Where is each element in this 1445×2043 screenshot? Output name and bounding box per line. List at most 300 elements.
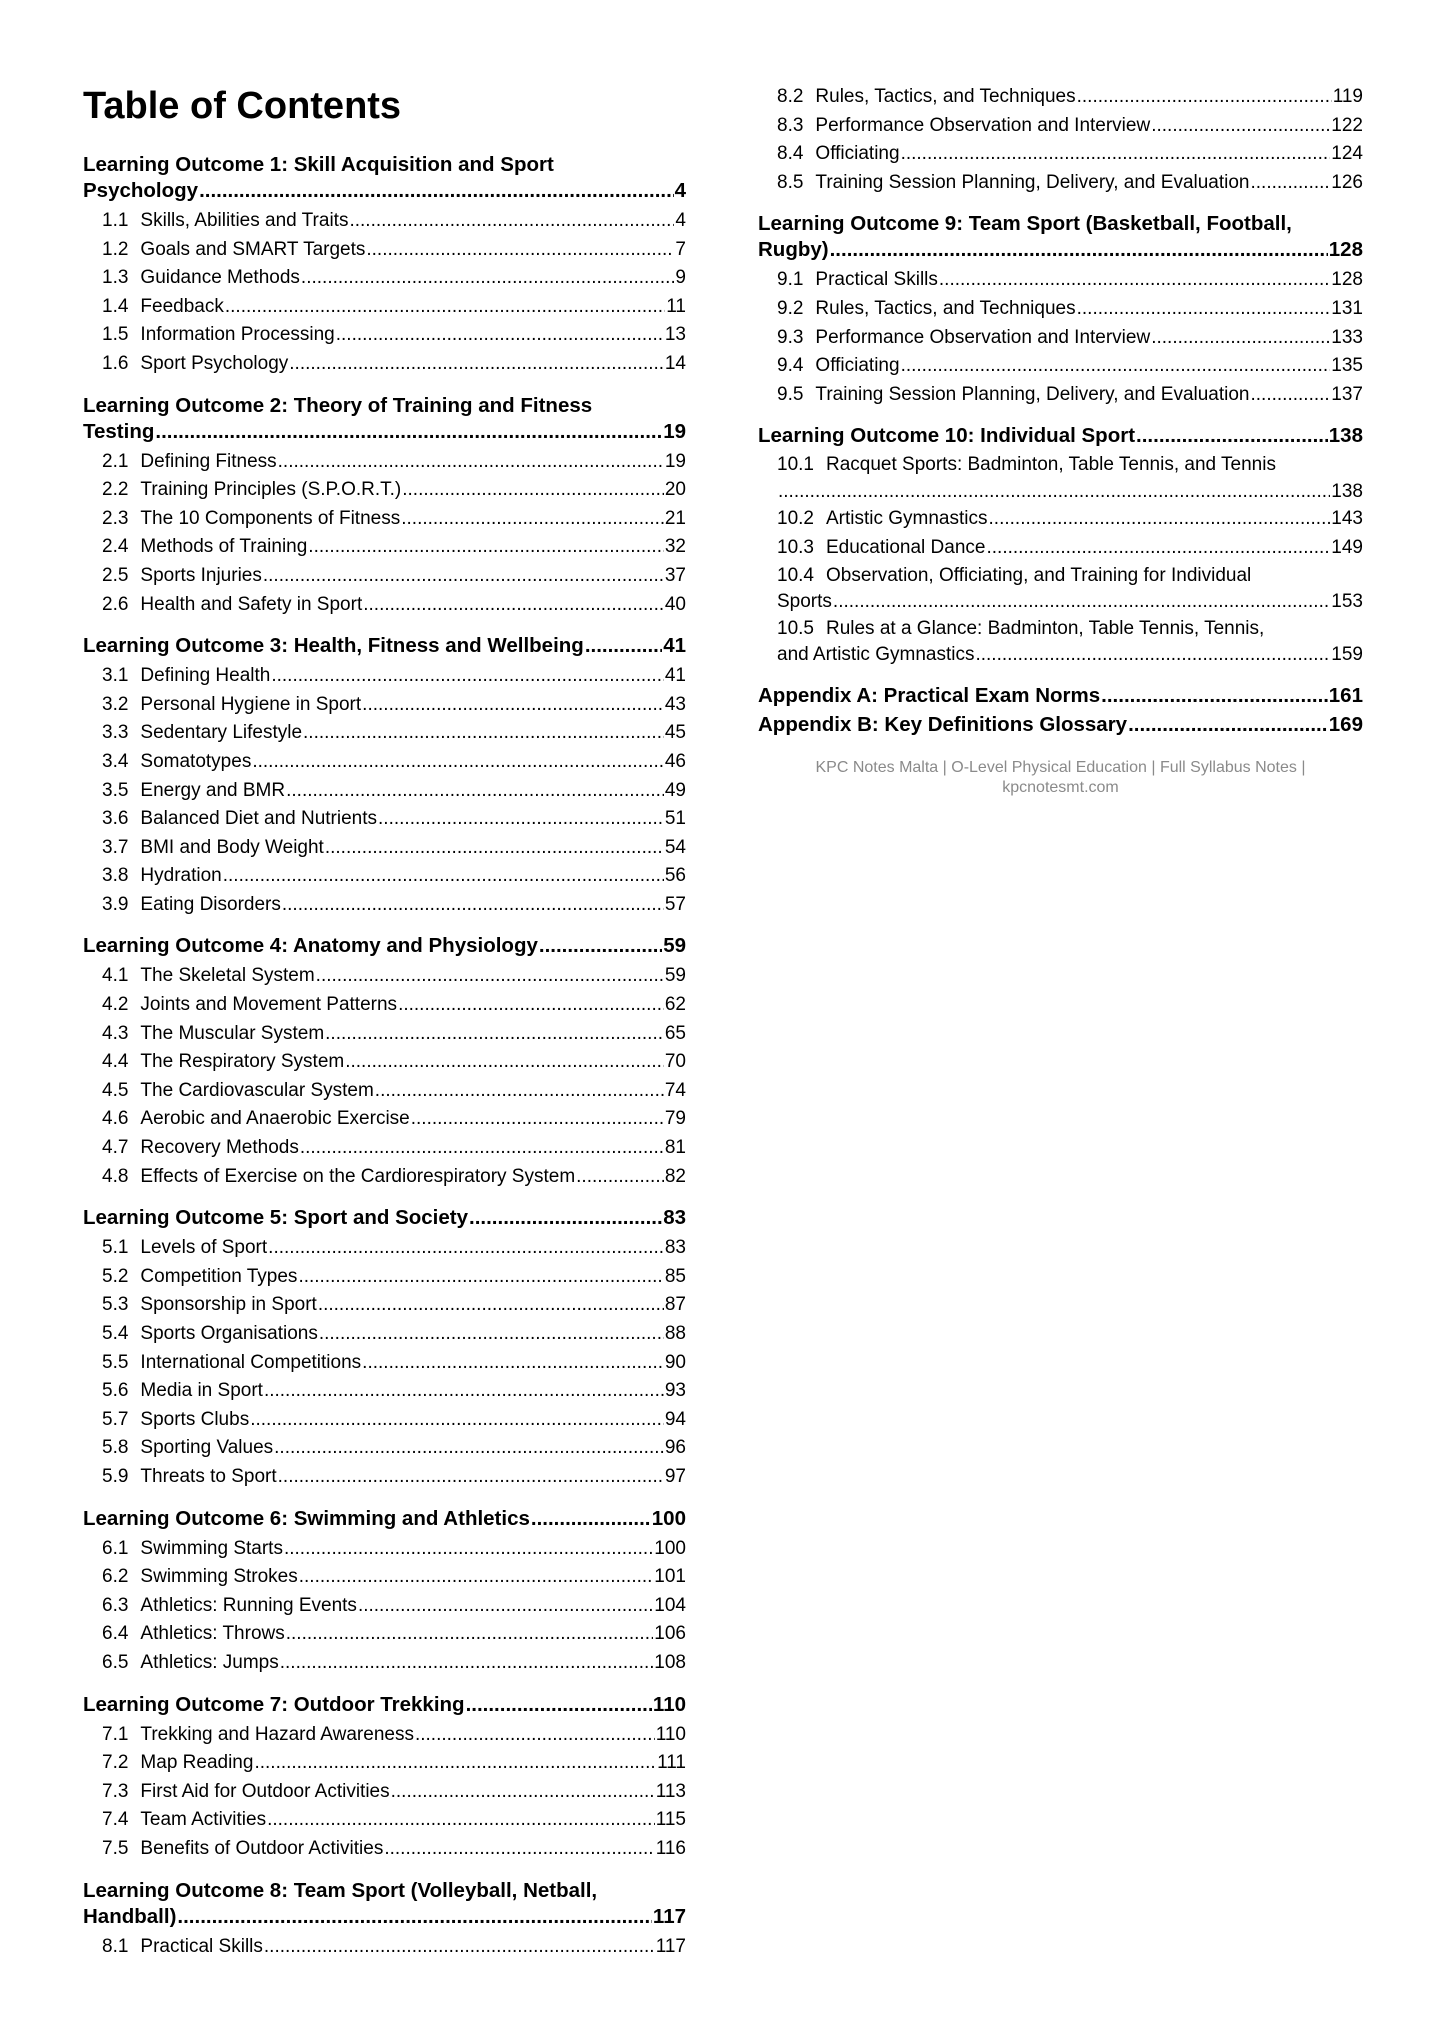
- dot-leader: [1151, 324, 1330, 353]
- toc-entry-1-4-page: 11: [666, 295, 686, 317]
- toc-entry-5-9-title: Threats to Sport: [140, 1465, 277, 1487]
- lo7-heading-line2: [83, 1692, 686, 1718]
- lo3-heading-text: Learning Outcome 3: Health, Fitness and Wellbeing: [83, 634, 584, 658]
- toc-entry-5-1[interactable]: [83, 1234, 686, 1263]
- toc-entry-1-6[interactable]: [83, 350, 686, 379]
- toc-entry-10-3-number: 10.3: [777, 536, 814, 558]
- toc-entry-6-4[interactable]: [83, 1620, 686, 1649]
- toc-entry-4-1[interactable]: [83, 962, 686, 991]
- toc-entry-9-2-page: 131: [1331, 297, 1363, 319]
- toc-entry-6-5-number: 6.5: [102, 1651, 129, 1673]
- lo9-heading[interactable]: [758, 211, 1363, 263]
- toc-entry-8-1-number: 8.1: [102, 1935, 129, 1957]
- toc-entry-6-1[interactable]: [83, 1535, 686, 1564]
- toc-entry-5-7-number: 5.7: [102, 1408, 129, 1430]
- lo9-section: [758, 211, 1363, 409]
- dot-leader: [986, 534, 1330, 563]
- dot-leader: [336, 321, 664, 350]
- toc-entry-2-6[interactable]: [83, 591, 686, 620]
- toc-entry-7-4[interactable]: [83, 1806, 686, 1835]
- toc-entry-3-2-number: 3.2: [102, 693, 129, 715]
- toc-entry-6-1-number: 6.1: [102, 1537, 129, 1559]
- toc-entry-4-3[interactable]: [83, 1020, 686, 1049]
- toc-entry-8-1-page: 117: [655, 1935, 686, 1957]
- toc-entry-9-3[interactable]: [758, 324, 1363, 353]
- dot-leader: [384, 1835, 654, 1864]
- toc-entry-2-6-title: Health and Safety in Sport: [140, 593, 363, 615]
- toc-entry-9-1[interactable]: [758, 266, 1363, 295]
- dot-leader: [833, 589, 1330, 616]
- toc-entry-5-1-number: 5.1: [102, 1237, 129, 1259]
- dot-leader: [298, 1263, 663, 1292]
- toc-entry-10-2[interactable]: [758, 505, 1363, 534]
- toc-entry-5-7-page: 94: [664, 1408, 686, 1430]
- toc-entry-4-5-title: The Cardiovascular System: [140, 1079, 374, 1101]
- toc-section-2: [83, 393, 686, 620]
- dot-leader: [300, 1134, 664, 1163]
- toc-entry-4-6-page: 79: [664, 1108, 686, 1130]
- dot-leader: [378, 805, 664, 834]
- dot-leader: [989, 505, 1331, 534]
- toc-entry-2-6-number: 2.6: [102, 593, 129, 615]
- lo3-heading[interactable]: [83, 633, 686, 659]
- toc-entry-5-2-page: 85: [664, 1265, 686, 1287]
- toc-entry-9-2-number: 9.2: [777, 297, 804, 319]
- appendix-a[interactable]: [758, 683, 1363, 709]
- dot-leader: [1077, 295, 1331, 324]
- toc-entry-3-2-title: Personal Hygiene in Sport: [140, 693, 362, 715]
- toc-entry-1-2-title: Goals and SMART Targets: [140, 238, 366, 260]
- toc-entry-2-5[interactable]: [83, 562, 686, 591]
- dot-leader: [415, 1721, 655, 1750]
- lo5-heading-text: Learning Outcome 5: Sport and Society: [83, 1206, 469, 1230]
- lo8-heading[interactable]: [83, 1878, 686, 1930]
- toc-entry-10-2-title: Artistic Gymnastics: [825, 508, 988, 530]
- toc-entry-4-2[interactable]: [83, 991, 686, 1020]
- toc-entry-4-7[interactable]: [83, 1134, 686, 1163]
- page-title: Table of Contents: [83, 85, 402, 127]
- lo1-heading[interactable]: [83, 152, 686, 204]
- toc-entry-4-4-page: 70: [664, 1051, 686, 1073]
- toc-entry-9-5[interactable]: [758, 381, 1363, 410]
- toc-entry-5-3[interactable]: [83, 1291, 686, 1320]
- toc-entry-10-5-title-cont: and Artistic Gymnastics: [777, 644, 975, 666]
- lo9-heading-text: Rugby): [758, 238, 829, 262]
- toc-entry-2-4-number: 2.4: [102, 536, 129, 558]
- toc-entry-8-3-page: 122: [1331, 114, 1363, 136]
- toc-entry-7-5-page: 116: [655, 1837, 686, 1859]
- lo9-page-number: 128: [1328, 238, 1363, 262]
- toc-entry-4-4-title: The Respiratory System: [140, 1051, 345, 1073]
- toc-entry-7-2-number: 7.2: [102, 1752, 129, 1774]
- dot-leader: [284, 1535, 653, 1564]
- toc-entry-10-1-line2: [777, 479, 1363, 506]
- toc-entry-3-6[interactable]: [83, 805, 686, 834]
- toc-entry-1-3[interactable]: [83, 264, 686, 293]
- lo9-heading-line1: Learning Outcome 9: Team Sport (Basketball, Football,: [758, 212, 1292, 236]
- lo9-heading-line2: [758, 237, 1363, 263]
- toc-entry-3-8-page: 56: [664, 865, 686, 887]
- toc-entry-8-4-page: 124: [1331, 143, 1363, 165]
- toc-section-4: [83, 933, 686, 1191]
- toc-entry-7-4-number: 7.4: [102, 1809, 129, 1831]
- toc-section-8: [83, 1878, 686, 1962]
- dot-leader: [301, 264, 675, 293]
- dot-leader: [325, 1020, 664, 1049]
- lo6-heading-text: Learning Outcome 6: Swimming and Athletics: [83, 1506, 530, 1530]
- toc-section-1: [83, 152, 686, 379]
- dot-leader: [278, 1463, 664, 1492]
- toc-entry-1-2[interactable]: [83, 236, 686, 265]
- toc-entry-4-5[interactable]: [83, 1077, 686, 1106]
- dot-leader: [250, 1406, 664, 1435]
- toc-entry-3-8-title: Hydration: [140, 865, 222, 887]
- lo8-continued: [758, 83, 1363, 197]
- dot-leader: [316, 962, 664, 991]
- lo1-heading-text: Psychology: [83, 179, 199, 202]
- dot-leader: [349, 207, 674, 236]
- appendix-page: 169: [1328, 712, 1363, 736]
- toc-entry-4-2-title: Joints and Movement Patterns: [140, 994, 398, 1016]
- toc-entry-8-4[interactable]: [758, 140, 1363, 169]
- toc-entry-5-9[interactable]: [83, 1463, 686, 1492]
- lo6-heading-line2: [83, 1506, 686, 1532]
- lo8-heading-line1: Learning Outcome 8: Team Sport (Volleyball, Netball,: [83, 1878, 598, 1902]
- lo6-page-number: 100: [651, 1506, 686, 1530]
- toc-entry-2-3[interactable]: [83, 505, 686, 534]
- toc-entry-1-4[interactable]: [83, 293, 686, 322]
- toc-entry-1-3-title: Guidance Methods: [140, 267, 300, 289]
- dot-leader: [778, 479, 1330, 506]
- dot-leader: [286, 1620, 654, 1649]
- toc-entry-3-6-title: Balanced Diet and Nutrients: [140, 808, 378, 830]
- toc-entry-9-4-number: 9.4: [777, 355, 804, 377]
- toc-entry-3-4[interactable]: [83, 748, 686, 777]
- dot-leader: [1251, 381, 1331, 410]
- toc-entry-6-4-page: 106: [654, 1623, 686, 1645]
- toc-entry-6-2-title: Swimming Strokes: [140, 1566, 298, 1588]
- toc-entry-9-2[interactable]: [758, 295, 1363, 324]
- toc-entry-5-8-page: 96: [664, 1437, 686, 1459]
- dot-leader: [303, 719, 664, 748]
- toc-entry-5-6-number: 5.6: [102, 1380, 129, 1402]
- toc-entry-3-9[interactable]: [83, 891, 686, 920]
- toc-entry-5-3-title: Sponsorship in Sport: [140, 1294, 317, 1316]
- toc-entry-4-7-number: 4.7: [102, 1137, 129, 1159]
- dot-leader: [286, 777, 664, 806]
- toc-entry-4-5-page: 74: [664, 1079, 686, 1101]
- lo5-page-number: 83: [663, 1206, 686, 1230]
- toc-entry-10-1[interactable]: [758, 452, 1363, 505]
- toc-entry-2-5-title: Sports Injuries: [140, 564, 262, 586]
- toc-entry-3-5-title: Energy and BMR: [140, 779, 286, 801]
- dot-leader: [358, 1592, 653, 1621]
- toc-entry-1-5[interactable]: [83, 321, 686, 350]
- dot-leader: [345, 1048, 664, 1077]
- toc-entry-5-2-title: Competition Types: [140, 1265, 298, 1287]
- toc-entry-5-2[interactable]: [83, 1263, 686, 1292]
- dot-leader: [830, 237, 1328, 263]
- toc-entry-3-7[interactable]: [83, 834, 686, 863]
- appendix-title: Appendix B: Key Definitions Glossary: [758, 712, 1128, 736]
- toc-entry-9-1-title: Practical Skills: [815, 269, 938, 291]
- lo10-heading[interactable]: [758, 423, 1363, 449]
- toc-entry-3-5[interactable]: [83, 777, 686, 806]
- dot-leader: [274, 1434, 664, 1463]
- toc-section-7: [83, 1692, 686, 1864]
- toc-entry-7-1[interactable]: [83, 1721, 686, 1750]
- toc-entry-9-3-title: Performance Observation and Interview: [815, 326, 1151, 348]
- toc-entry-5-8[interactable]: [83, 1434, 686, 1463]
- toc-entry-3-7-title: BMI and Body Weight: [140, 836, 324, 858]
- toc-entry-1-4-title: Feedback: [140, 295, 224, 317]
- toc-entry-3-8[interactable]: [83, 862, 686, 891]
- toc-section-5: [83, 1205, 686, 1491]
- toc-entry-5-4[interactable]: [83, 1320, 686, 1349]
- lo1-heading-line1: Learning Outcome 1: Skill Acquisition and Sport: [83, 153, 554, 176]
- toc-entry-9-4-page: 135: [1331, 355, 1363, 377]
- toc-entry-5-6[interactable]: [83, 1377, 686, 1406]
- dot-leader: [264, 1933, 655, 1962]
- toc-entry-1-1-title: Skills, Abilities and Traits: [140, 210, 349, 231]
- toc-entry-9-4[interactable]: [758, 352, 1363, 381]
- toc-entry-10-4[interactable]: [758, 563, 1363, 616]
- lo10-section: [758, 423, 1363, 668]
- toc-entry-7-3-number: 7.3: [102, 1780, 129, 1802]
- dot-leader: [264, 1377, 664, 1406]
- toc-entry-5-1-page: 83: [664, 1237, 686, 1259]
- toc-entry-8-5[interactable]: [758, 169, 1363, 198]
- toc-entry-6-3-number: 6.3: [102, 1594, 129, 1616]
- toc-entry-5-8-number: 5.8: [102, 1437, 129, 1459]
- toc-entry-6-3-page: 104: [654, 1594, 686, 1616]
- toc-entry-3-5-page: 49: [664, 779, 686, 801]
- dot-leader: [1128, 712, 1328, 738]
- toc-entry-1-6-number: 1.6: [102, 352, 129, 374]
- toc-entry-5-5[interactable]: [83, 1349, 686, 1378]
- toc-entry-7-5[interactable]: [83, 1835, 686, 1864]
- toc-entry-9-3-number: 9.3: [777, 326, 804, 348]
- lo2-heading[interactable]: [83, 393, 686, 445]
- toc-entry-10-5-line1: [777, 616, 1363, 643]
- toc-entry-4-6[interactable]: [83, 1105, 686, 1134]
- toc-entry-8-2-title: Rules, Tactics, and Techniques: [815, 86, 1076, 107]
- dot-leader: [225, 293, 665, 322]
- dot-leader: [975, 642, 1330, 669]
- toc-entry-3-7-number: 3.7: [102, 836, 129, 858]
- lo7-heading[interactable]: [83, 1692, 686, 1718]
- toc-entry-4-4[interactable]: [83, 1048, 686, 1077]
- toc-entry-4-8-title: Effects of Exercise on the Cardiorespiratory System: [140, 1165, 576, 1187]
- toc-entry-10-5[interactable]: [758, 616, 1363, 669]
- toc-entry-4-2-page: 62: [664, 994, 686, 1016]
- toc-entry-4-1-page: 59: [664, 965, 686, 987]
- toc-entry-5-4-title: Sports Organisations: [140, 1323, 318, 1344]
- toc-entry-5-6-page: 93: [664, 1380, 686, 1402]
- toc-entry-1-2-number: 1.2: [102, 238, 129, 260]
- toc-entry-10-4-page: 153: [1331, 591, 1363, 613]
- dot-leader: [252, 748, 664, 777]
- toc-entry-2-1[interactable]: [83, 448, 686, 477]
- toc-entry-7-3-page: 113: [655, 1780, 686, 1802]
- toc-entry-9-3-page: 133: [1331, 326, 1363, 348]
- toc-entry-2-5-number: 2.5: [102, 564, 129, 586]
- toc-entry-7-3[interactable]: [83, 1778, 686, 1807]
- toc-entry-1-1[interactable]: [83, 207, 686, 236]
- toc-entry-5-5-page: 90: [664, 1351, 686, 1373]
- toc-entry-2-4-page: 32: [664, 536, 686, 558]
- toc-entry-7-5-number: 7.5: [102, 1837, 129, 1859]
- toc-entry-3-9-number: 3.9: [102, 893, 129, 915]
- toc-entry-5-5-number: 5.5: [102, 1351, 129, 1373]
- toc-section-6: [83, 1506, 686, 1678]
- lo2-heading-line2: [83, 419, 686, 445]
- dot-leader: [539, 933, 662, 959]
- lo3-heading-line2: [83, 633, 686, 659]
- toc-entry-8-1-title: Practical Skills: [140, 1935, 263, 1957]
- toc-entry-3-2[interactable]: [83, 691, 686, 720]
- dot-leader: [531, 1506, 651, 1532]
- toc-entry-3-1-number: 3.1: [102, 665, 129, 687]
- toc-entry-2-2-number: 2.2: [102, 479, 129, 501]
- toc-entry-3-6-number: 3.6: [102, 808, 129, 830]
- toc-entry-5-8-title: Sporting Values: [140, 1437, 274, 1459]
- lo7-page-number: 110: [652, 1692, 686, 1716]
- dot-leader: [402, 476, 664, 505]
- dot-leader: [267, 1806, 655, 1835]
- dot-leader: [282, 891, 664, 920]
- lo2-heading-text: Testing: [83, 419, 155, 443]
- toc-entry-5-3-page: 87: [664, 1294, 686, 1316]
- toc-entry-3-4-number: 3.4: [102, 750, 129, 772]
- toc-entry-5-3-number: 5.3: [102, 1294, 129, 1316]
- dot-leader: [1077, 83, 1332, 112]
- toc-entry-3-9-page: 57: [664, 893, 686, 915]
- toc-entry-2-2[interactable]: [83, 476, 686, 505]
- toc-entry-8-3[interactable]: [758, 112, 1363, 141]
- toc-entry-1-5-title: Information Processing: [140, 324, 335, 346]
- lo2-page-number: 19: [663, 419, 686, 443]
- dot-leader: [901, 140, 1331, 169]
- toc-entry-6-5-page: 108: [654, 1651, 686, 1673]
- toc-entry-7-5-title: Benefits of Outdoor Activities: [140, 1837, 384, 1859]
- toc-entry-3-6-page: 51: [664, 808, 686, 830]
- toc-entry-10-3[interactable]: [758, 534, 1363, 563]
- toc-entry-5-9-page: 97: [664, 1465, 686, 1487]
- toc-entry-4-3-page: 65: [664, 1022, 686, 1044]
- toc-entry-4-6-number: 4.6: [102, 1108, 129, 1130]
- toc-entry-8-2-page: 119: [1332, 86, 1363, 107]
- toc-entry-8-5-number: 8.5: [777, 171, 804, 193]
- toc-entry-3-3-title: Sedentary Lifestyle: [140, 722, 303, 744]
- toc-entry-4-8-page: 82: [664, 1165, 686, 1187]
- lo6-heading[interactable]: [83, 1506, 686, 1532]
- toc-section-3: [83, 633, 686, 919]
- lo4-heading[interactable]: [83, 933, 686, 959]
- toc-entry-7-4-title: Team Activities: [140, 1809, 267, 1831]
- toc-entry-6-5[interactable]: [83, 1649, 686, 1678]
- toc-entry-4-8-number: 4.8: [102, 1165, 129, 1187]
- dot-leader: [375, 1077, 664, 1106]
- appendix-b[interactable]: [758, 712, 1363, 738]
- lo4-page-number: 59: [663, 934, 686, 958]
- toc-entry-1-1-number: 1.1: [102, 210, 129, 231]
- toc-entry-6-2-page: 101: [654, 1566, 686, 1588]
- dot-leader: [254, 1749, 656, 1778]
- toc-entry-8-1[interactable]: [83, 1933, 686, 1962]
- toc-entry-2-3-number: 2.3: [102, 507, 129, 529]
- toc-entry-10-5-title: Rules at a Glance: Badminton, Table Tennis, Tennis,: [825, 617, 1265, 639]
- toc-entry-10-4-line2: [777, 589, 1363, 616]
- toc-entry-1-3-page: 9: [675, 267, 686, 289]
- appendices: [758, 683, 1363, 738]
- dot-leader: [268, 1234, 664, 1263]
- lo8-heading-line2: [83, 1904, 686, 1930]
- toc-entry-3-9-title: Eating Disorders: [140, 893, 281, 915]
- toc-entry-5-4-number: 5.4: [102, 1323, 129, 1344]
- toc-entry-10-1-page: 138: [1331, 480, 1363, 502]
- dot-leader: [318, 1291, 664, 1320]
- toc-entry-5-7[interactable]: [83, 1406, 686, 1435]
- dot-leader: [469, 1205, 662, 1231]
- toc-entry-4-3-title: The Muscular System: [140, 1022, 325, 1044]
- toc-entry-3-1[interactable]: [83, 662, 686, 691]
- lo5-heading[interactable]: [83, 1205, 686, 1231]
- dot-leader: [155, 419, 662, 445]
- toc-entry-6-2[interactable]: [83, 1563, 686, 1592]
- toc-entry-1-2-page: 7: [675, 238, 686, 260]
- toc-entry-6-5-title: Athletics: Jumps: [140, 1651, 279, 1673]
- toc-entry-4-8[interactable]: [83, 1163, 686, 1192]
- toc-entry-2-5-page: 37: [664, 564, 686, 586]
- toc-entry-9-5-title: Training Session Planning, Delivery, and Evaluation: [815, 383, 1250, 405]
- toc-entry-3-3[interactable]: [83, 719, 686, 748]
- toc-right-column: [758, 83, 1363, 798]
- toc-entry-8-2[interactable]: [758, 83, 1363, 112]
- toc-entry-2-4[interactable]: [83, 533, 686, 562]
- toc-entry-6-2-number: 6.2: [102, 1566, 129, 1588]
- toc-entry-7-2-page: 111: [657, 1752, 686, 1774]
- toc-entry-8-2-number: 8.2: [777, 86, 804, 107]
- toc-entry-2-1-title: Defining Fitness: [140, 450, 277, 472]
- dot-leader: [308, 533, 664, 562]
- dot-leader: [1136, 423, 1328, 449]
- toc-entry-8-4-title: Officiating: [815, 143, 900, 165]
- toc-entry-7-2[interactable]: [83, 1749, 686, 1778]
- lo8-page-number: 117: [652, 1904, 686, 1928]
- dot-leader: [576, 1163, 664, 1192]
- appendix-title: Appendix A: Practical Exam Norms: [758, 683, 1101, 707]
- toc-entry-10-1-number: 10.1: [777, 454, 814, 476]
- toc-entry-10-2-number: 10.2: [777, 508, 814, 530]
- dot-leader: [585, 633, 662, 659]
- lo4-heading-line2: [83, 933, 686, 959]
- dot-leader: [401, 505, 664, 534]
- appendix-page: 161: [1328, 683, 1363, 707]
- dot-leader: [391, 1778, 655, 1807]
- toc-entry-6-3[interactable]: [83, 1592, 686, 1621]
- dot-leader: [223, 862, 664, 891]
- toc-entry-5-6-title: Media in Sport: [140, 1380, 263, 1402]
- toc-entry-1-4-number: 1.4: [102, 295, 129, 317]
- dot-leader: [398, 991, 664, 1020]
- toc-entry-3-2-page: 43: [664, 693, 686, 715]
- toc-entry-5-7-title: Sports Clubs: [140, 1408, 250, 1430]
- toc-entry-3-7-page: 54: [664, 836, 686, 858]
- lo5-heading-line2: [83, 1205, 686, 1231]
- footer-line1: KPC Notes Malta | O-Level Physical Education | Full Syllabus Notes |: [815, 758, 1306, 776]
- toc-entry-6-4-title: Athletics: Throws: [140, 1623, 285, 1645]
